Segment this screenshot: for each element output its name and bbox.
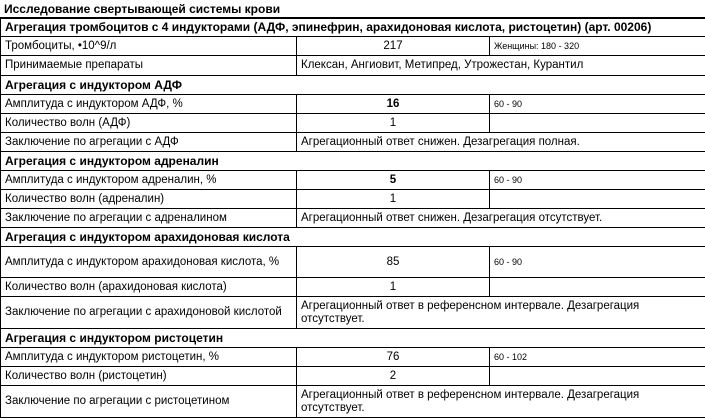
table-row bbox=[1, 171, 705, 190]
param-label: Количество волн (арахидоновая кислота) bbox=[1, 278, 297, 297]
param-value: 1 bbox=[297, 190, 490, 209]
section-header bbox=[1, 76, 705, 95]
table-row bbox=[1, 367, 705, 386]
param-value: 76 bbox=[297, 348, 490, 367]
param-value: 16 bbox=[297, 95, 490, 114]
section-title: Агрегация с индуктором ристоцетин bbox=[1, 329, 705, 348]
section-title: Агрегация с индуктором АДФ bbox=[1, 76, 705, 95]
reference-range: 60 - 102 bbox=[490, 348, 705, 367]
param-label: Количество волн (адреналин) bbox=[1, 190, 297, 209]
conclusion-text: Агрегационный ответ снижен. Дезагрегация полная. bbox=[297, 133, 705, 152]
report-title: Исследование свертывающей системы крови bbox=[0, 0, 705, 18]
conclusion-text: Агрегационный ответ в референсном интервале. Дезагрегация отсутствует. bbox=[297, 297, 705, 329]
section-header bbox=[1, 152, 705, 171]
empty-cell bbox=[490, 190, 705, 209]
param-label: Амплитуда с индуктором арахидоновая кислота, % bbox=[1, 247, 297, 278]
param-label: Количество волн (ристоцетин) bbox=[1, 367, 297, 386]
conclusion-text: Агрегационный ответ в референсном интервале. Дезагрегация отсутствует. bbox=[297, 386, 705, 418]
table-row bbox=[1, 95, 705, 114]
param-value: 1 bbox=[297, 114, 490, 133]
table-row bbox=[1, 297, 705, 329]
table-row bbox=[1, 114, 705, 133]
table-row bbox=[1, 56, 705, 76]
param-value: 2 bbox=[297, 367, 490, 386]
conclusion-text: Агрегационный ответ снижен. Дезагрегация отсутствует. bbox=[297, 209, 705, 228]
section-header bbox=[1, 329, 705, 348]
param-label: Принимаемые препараты bbox=[1, 56, 297, 76]
param-label: Тромбоциты, •10^9/л bbox=[1, 37, 297, 56]
param-label: Амплитуда с индуктором адреналин, % bbox=[1, 171, 297, 190]
param-label: Заключение по агрегации с АДФ bbox=[1, 133, 297, 152]
param-label: Количество волн (АДФ) bbox=[1, 114, 297, 133]
param-label: Заключение по агрегации с ристоцетином bbox=[1, 386, 297, 418]
section-title: Агрегация с индуктором арахидоновая кислота bbox=[1, 228, 705, 247]
empty-cell bbox=[490, 367, 705, 386]
reference-range: 60 - 90 bbox=[490, 95, 705, 114]
param-value: Клексан, Ангиовит, Метипред, Утрожестан, Курантил bbox=[297, 56, 705, 76]
empty-cell bbox=[490, 278, 705, 297]
table-row bbox=[1, 133, 705, 152]
param-value: 5 bbox=[297, 171, 490, 190]
param-label: Амплитуда с индуктором ристоцетин, % bbox=[1, 348, 297, 367]
table-row bbox=[1, 386, 705, 418]
reference-range: 60 - 90 bbox=[490, 247, 705, 278]
param-label: Заключение по агрегации с арахидоновой кислотой bbox=[1, 297, 297, 329]
param-value: 85 bbox=[297, 247, 490, 278]
reference-range: 60 - 90 bbox=[490, 171, 705, 190]
param-label: Заключение по агрегации с адреналином bbox=[1, 209, 297, 228]
param-label: Амплитуда с индуктором АДФ, % bbox=[1, 95, 297, 114]
table-row bbox=[1, 209, 705, 228]
table-row bbox=[1, 190, 705, 209]
results-table bbox=[0, 18, 705, 418]
section-title: Агрегация с индуктором адреналин bbox=[1, 152, 705, 171]
table-row bbox=[1, 247, 705, 278]
empty-cell bbox=[490, 114, 705, 133]
reference-range: Женщины: 180 - 320 bbox=[490, 37, 705, 56]
param-value: 1 bbox=[297, 278, 490, 297]
param-value: 217 bbox=[297, 37, 490, 56]
table-row bbox=[1, 37, 705, 56]
panel-header-row bbox=[1, 19, 705, 37]
panel-title: Агрегация тромбоцитов с 4 индукторами (АДФ, эпинефрин, арахидоновая кислота, ристоцетин) (арт. 00206) bbox=[1, 19, 705, 37]
section-header bbox=[1, 228, 705, 247]
table-row bbox=[1, 278, 705, 297]
table-row bbox=[1, 348, 705, 367]
